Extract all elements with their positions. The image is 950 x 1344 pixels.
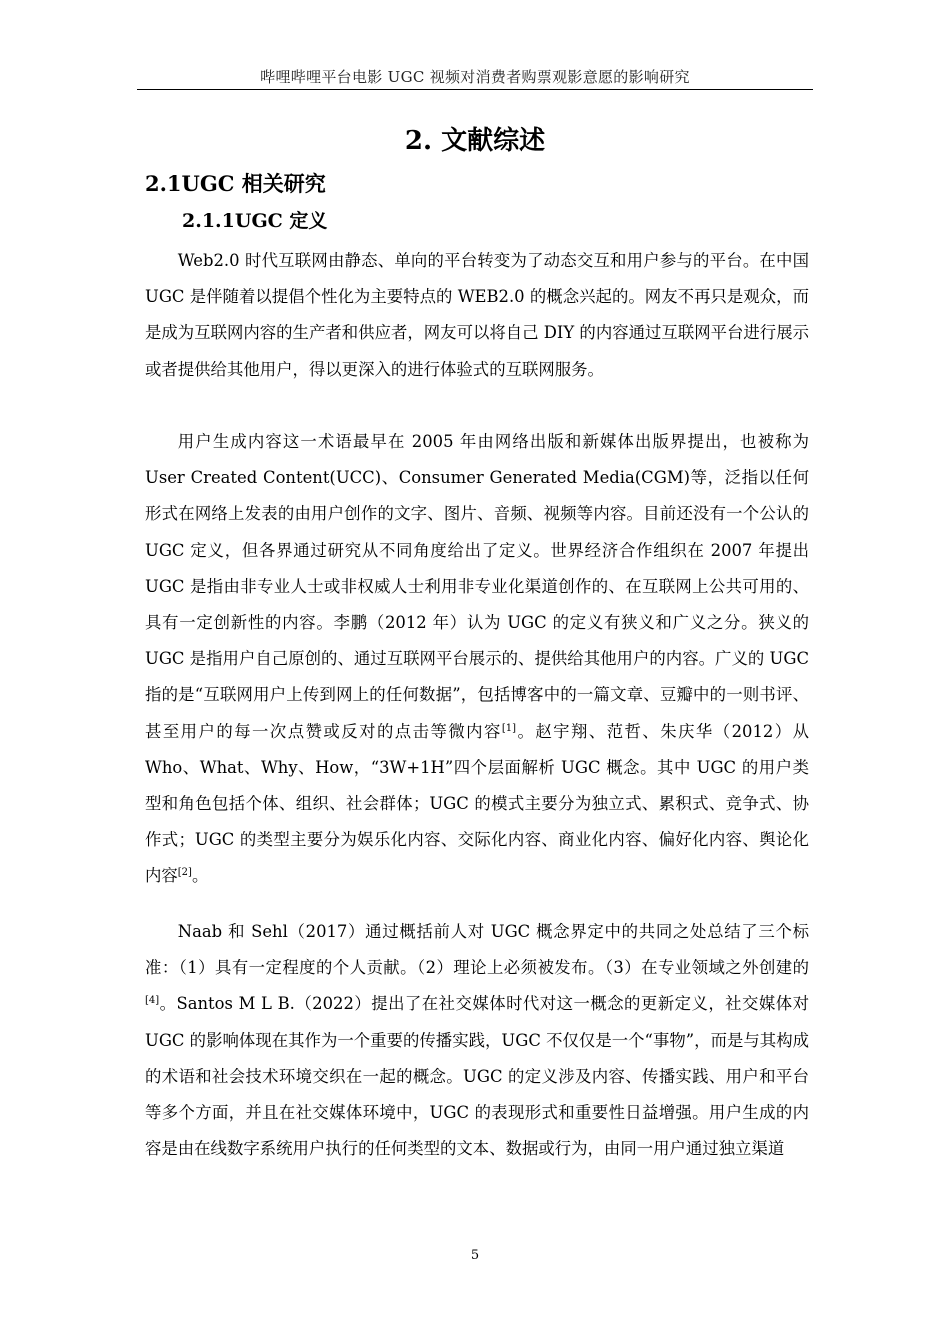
paragraph-text: 。Santos M L B.（2022）提出了在社交媒体时代对这一概念的更新定义，社交媒体对 UGC 的影响体现在其作为一个重要的传播实践，UGC 不仅仅是一个“事物”，而是与其构成的术语和社会技术环境交织在一起的概念。UGC 的定义涉及内容、传播实践、用户和平台等多个方面，并且在社交媒体环境中，UGC 的表现形式和重要性日益增强。用户生成的内容是由在线数字系统用户执行的任何类型的文本、数据或行为，由同一用户通过独立渠道 bbox=[145, 994, 809, 1159]
citation-ref: [2] bbox=[177, 867, 192, 879]
paragraph-text: 。 bbox=[191, 866, 209, 886]
paragraph-text: Naab 和 Sehl（2017）通过概括前人对 UGC 概念界定中的共同之处总结了三个标准：（1）具有一定程度的个人贡献。（2）理论上必须被发布。（3）在专业领域之外创建的 bbox=[145, 922, 809, 978]
page-number: 5 bbox=[470, 1248, 480, 1263]
section-heading: 2.1UGC 相关研究 bbox=[145, 171, 326, 196]
paragraph-web2-background bbox=[145, 243, 809, 388]
paragraph-ugc-definitions bbox=[145, 424, 809, 895]
citation-ref: [1] bbox=[501, 722, 517, 734]
subsection-heading: 2.1.1UGC 定义 bbox=[182, 210, 328, 232]
paragraph-text: 。赵宇翔、范哲、朱庆华（2012）从 Who、What、Why、How，“3W+1H”四个层面解析 UGC 概念。其中 UGC 的用户类型和角色包括个体、组织、社会群体；UGC 的模式主要分为独立式、累积式、竞争式、协作式；UGC 的类型主要分为娱乐化内容、交际化内容、商业化内容、偏好化内容、舆论化内容 bbox=[145, 721, 809, 886]
citation-ref: [4] bbox=[145, 995, 160, 1007]
running-header: 哔哩哔哩平台电影 UGC 视频对消费者购票观影意愿的影响研究 bbox=[260, 68, 690, 86]
paragraph-text: Web2.0 时代互联网由静态、单向的平台转变为了动态交互和用户参与的平台。在中国 UGC 是伴随着以提倡个性化为主要特点的 WEB2.0 的概念兴起的。网友不再只是观众，而是成为互联网内容的生产者和供应者，网友可以将自己 DIY 的内容通过互联网平台进行展示或者提供给其他用户，得以更深入的进行体验式的互联网服务。 bbox=[145, 251, 809, 379]
header-divider bbox=[137, 89, 813, 90]
paragraph-ugc-criteria bbox=[145, 914, 809, 1167]
paragraph-text: 用户生成内容这一术语最早在 2005 年由网络出版和新媒体出版界提出，也被称为 User Created Content(UCC)、Consumer Generated Media(CGM)等，泛指以任何形式在网络上发表的由用户创作的文字、图片、音频、视频等内容。目前还没有一个公认的 UGC 定义，但各界通过研究从不同角度给出了定义。世界经济合作组织在 2007 年提出 UGC 是指由非专业人士或非权威人士利用非专业化渠道创作的、在互联网上公共可用的、具有一定创新性的内容。李鹏（2012 年）认为 UGC 的定义有狭义和广义之分。狭义的 UGC 是指用户自己原创的、通过互联网平台展示的、提供给其他用户的内容。广义的 UGC 指的是“互联网用户上传到网上的任何数据”，包括博客中的一篇文章、豆瓣中的一则书评、甚至用户的每一次点赞或反对的点击等微内容 bbox=[145, 432, 809, 741]
chapter-title: 2. 文献综述 bbox=[404, 126, 546, 156]
